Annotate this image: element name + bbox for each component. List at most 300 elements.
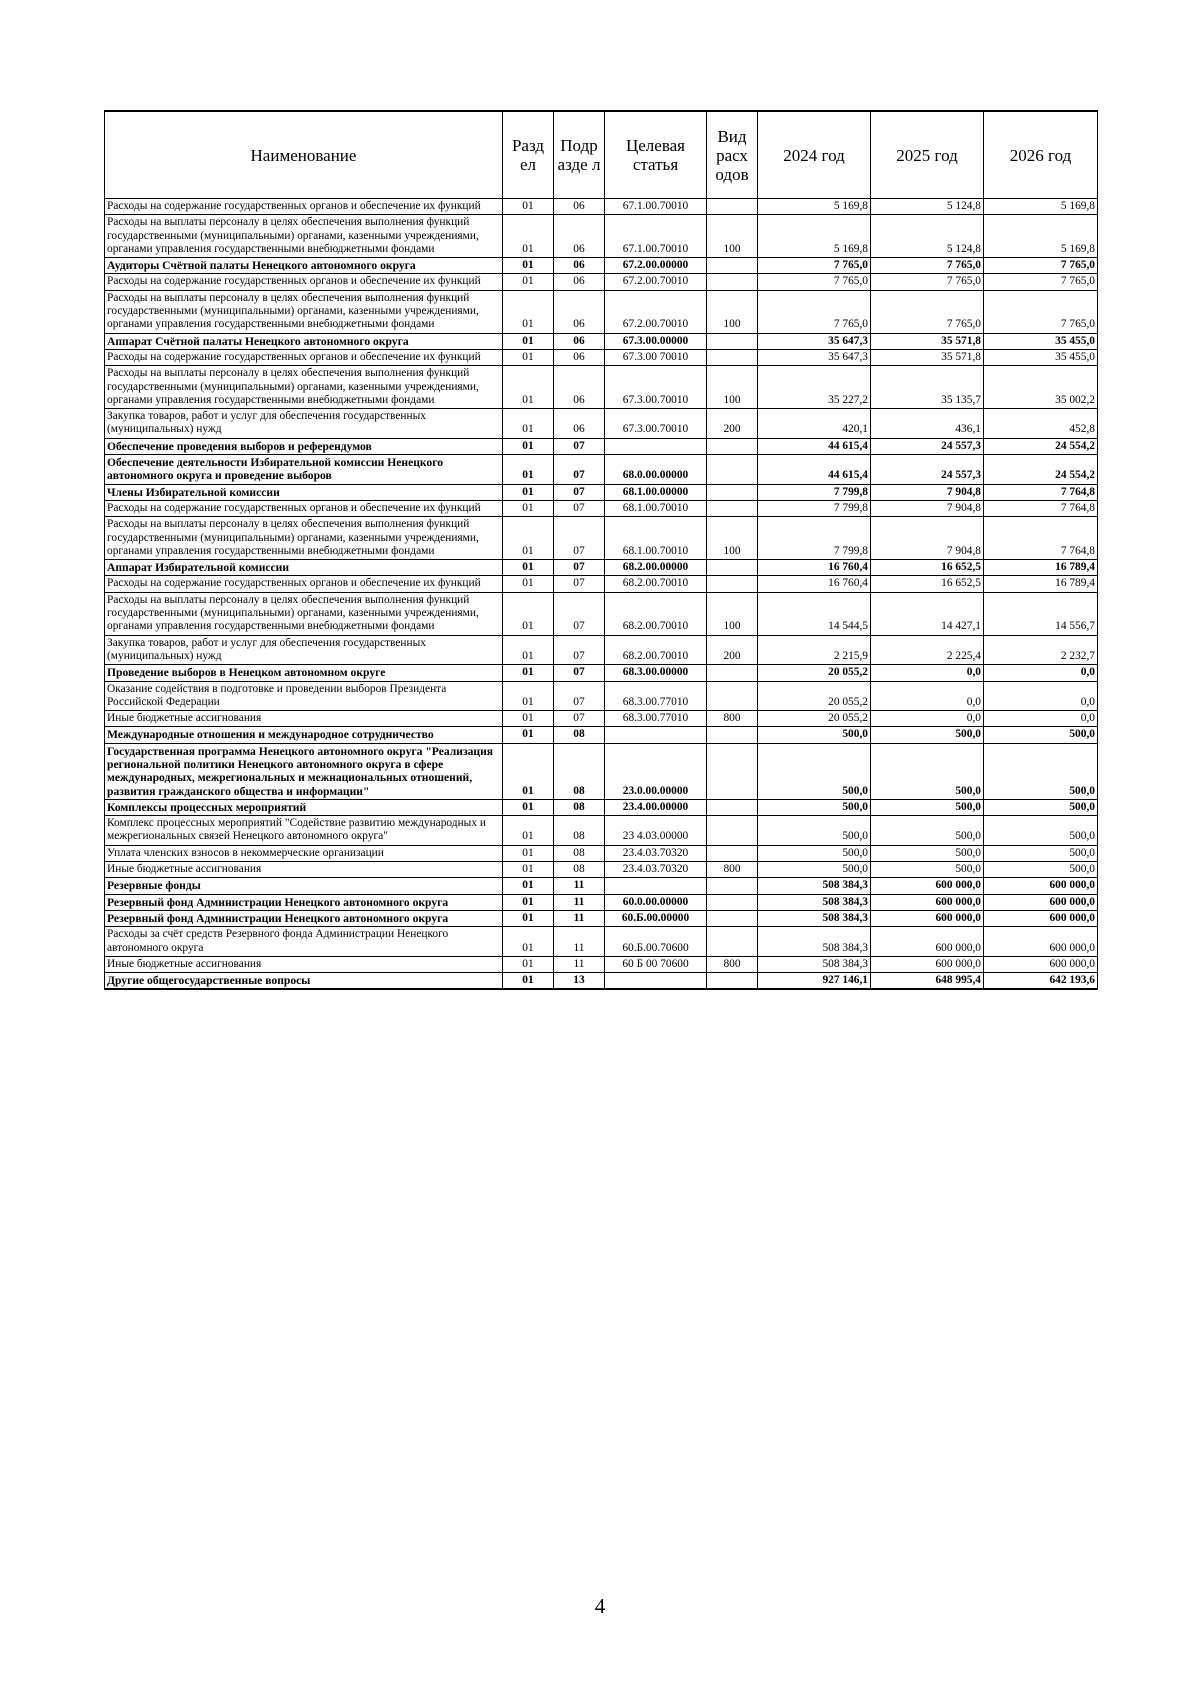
row-value-2026: 642 193,6: [984, 973, 1098, 990]
row-value-2025: 16 652,5: [871, 576, 984, 592]
row-value-2026: 600 000,0: [984, 878, 1098, 894]
row-statya: 23.0.00.00000: [605, 743, 707, 799]
row-statya: [605, 878, 707, 894]
header-2026: 2026 год: [984, 111, 1098, 199]
page-number: 4: [594, 1594, 606, 1618]
header-razdel: Разд ел: [503, 111, 554, 199]
row-statya: 67.3.00.70010: [605, 366, 707, 409]
table-row: [105, 484, 1098, 500]
table-row: [105, 560, 1098, 576]
row-value-2025: 7 904,8: [871, 517, 984, 560]
row-vid: 200: [707, 409, 758, 439]
row-name: Расходы на выплаты персоналу в целях обеспечения выполнения функций государственными (муниципальными) органами, казенными учреждениями, органами управления государственными внебюджетными фондами: [105, 366, 503, 409]
row-statya: 68.3.00.77010: [605, 681, 707, 711]
row-value-2026: 24 554,2: [984, 455, 1098, 485]
row-razdel: 01: [503, 576, 554, 592]
row-razdel: 01: [503, 894, 554, 910]
row-name: Закупка товаров, работ и услуг для обеспечения государственных (муниципальных) нужд: [105, 635, 503, 665]
row-value-2026: 16 789,4: [984, 560, 1098, 576]
row-podrazdel: 07: [554, 681, 605, 711]
table-row: [105, 576, 1098, 592]
row-podrazdel: 08: [554, 743, 605, 799]
row-vid: [707, 438, 758, 454]
row-statya: 23 4.03.00000: [605, 816, 707, 846]
row-statya: 60.Б.00.70600: [605, 927, 707, 957]
row-value-2026: 452,8: [984, 409, 1098, 439]
row-value-2024: 7 765,0: [758, 290, 871, 333]
row-razdel: 01: [503, 366, 554, 409]
row-razdel: 01: [503, 560, 554, 576]
row-vid: 100: [707, 290, 758, 333]
row-podrazdel: 06: [554, 349, 605, 365]
row-vid: 200: [707, 635, 758, 665]
row-podrazdel: 07: [554, 500, 605, 516]
row-podrazdel: 06: [554, 333, 605, 349]
table-row: [105, 743, 1098, 799]
row-name: Расходы на содержание государственных органов и обеспечение их функций: [105, 199, 503, 215]
row-statya: 60.0.00.00000: [605, 894, 707, 910]
table-row: [105, 910, 1098, 926]
row-razdel: 01: [503, 517, 554, 560]
row-razdel: 01: [503, 592, 554, 635]
header-podrazdel: Подр азде л: [554, 111, 605, 199]
row-razdel: 01: [503, 199, 554, 215]
row-value-2025: 7 765,0: [871, 290, 984, 333]
row-vid: [707, 560, 758, 576]
row-podrazdel: 11: [554, 956, 605, 972]
row-razdel: 01: [503, 215, 554, 258]
row-name: Расходы за счёт средств Резервного фонда Администрации Ненецкого автономного округа: [105, 927, 503, 957]
row-value-2025: 600 000,0: [871, 927, 984, 957]
row-value-2026: 500,0: [984, 862, 1098, 878]
row-value-2025: 500,0: [871, 799, 984, 815]
row-name: Иные бюджетные ассигнования: [105, 956, 503, 972]
table-row: [105, 258, 1098, 274]
row-podrazdel: 08: [554, 845, 605, 861]
row-razdel: 01: [503, 743, 554, 799]
row-statya: [605, 438, 707, 454]
row-value-2026: 24 554,2: [984, 438, 1098, 454]
row-statya: 68.2.00.00000: [605, 560, 707, 576]
table-row: [105, 366, 1098, 409]
row-statya: 68.3.00.77010: [605, 711, 707, 727]
row-value-2024: 44 615,4: [758, 438, 871, 454]
row-value-2024: 35 647,3: [758, 349, 871, 365]
row-vid: 800: [707, 956, 758, 972]
row-podrazdel: 07: [554, 576, 605, 592]
row-razdel: 01: [503, 862, 554, 878]
row-value-2025: 7 765,0: [871, 274, 984, 290]
row-name: Резервный фонд Администрации Ненецкого автономного округа: [105, 894, 503, 910]
row-podrazdel: 13: [554, 973, 605, 990]
row-statya: 23.4.00.00000: [605, 799, 707, 815]
row-razdel: 01: [503, 274, 554, 290]
row-value-2024: 500,0: [758, 799, 871, 815]
row-name: Иные бюджетные ассигнования: [105, 711, 503, 727]
table-row: [105, 215, 1098, 258]
row-vid: [707, 894, 758, 910]
row-podrazdel: 11: [554, 927, 605, 957]
row-statya: 68.2.00.70010: [605, 592, 707, 635]
row-name: Иные бюджетные ассигнования: [105, 862, 503, 878]
row-podrazdel: 06: [554, 366, 605, 409]
row-vid: 100: [707, 215, 758, 258]
row-razdel: 01: [503, 409, 554, 439]
row-statya: 60 Б 00 70600: [605, 956, 707, 972]
row-razdel: 01: [503, 484, 554, 500]
row-podrazdel: 11: [554, 878, 605, 894]
row-value-2024: 420,1: [758, 409, 871, 439]
row-value-2026: 5 169,8: [984, 215, 1098, 258]
row-value-2026: 35 002,2: [984, 366, 1098, 409]
row-name: Международные отношения и международное сотрудничество: [105, 727, 503, 743]
table-row: [105, 635, 1098, 665]
row-value-2025: 5 124,8: [871, 215, 984, 258]
row-name: Комплексы процессных мероприятий: [105, 799, 503, 815]
row-value-2026: 500,0: [984, 799, 1098, 815]
row-value-2025: 5 124,8: [871, 199, 984, 215]
row-vid: [707, 799, 758, 815]
row-razdel: 01: [503, 500, 554, 516]
table-row: [105, 199, 1098, 215]
row-name: Закупка товаров, работ и услуг для обеспечения государственных (муниципальных) нужд: [105, 409, 503, 439]
row-value-2026: 14 556,7: [984, 592, 1098, 635]
row-value-2025: 600 000,0: [871, 910, 984, 926]
row-statya: 67.1.00.70010: [605, 199, 707, 215]
row-podrazdel: 06: [554, 290, 605, 333]
row-value-2025: 24 557,3: [871, 455, 984, 485]
row-name: Оказание содействия в подготовке и проведении выборов Президента Российской Федерации: [105, 681, 503, 711]
row-vid: 100: [707, 517, 758, 560]
row-statya: 23.4.03.70320: [605, 845, 707, 861]
row-podrazdel: 08: [554, 862, 605, 878]
table-row: [105, 290, 1098, 333]
row-statya: 68.2.00.70010: [605, 576, 707, 592]
row-podrazdel: 07: [554, 711, 605, 727]
row-vid: [707, 727, 758, 743]
row-value-2025: 35 571,8: [871, 333, 984, 349]
header-2024: 2024 год: [758, 111, 871, 199]
table-row: [105, 681, 1098, 711]
row-statya: 68.2.00.70010: [605, 635, 707, 665]
row-name: Члены Избирательной комиссии: [105, 484, 503, 500]
row-razdel: 01: [503, 878, 554, 894]
row-value-2024: 16 760,4: [758, 560, 871, 576]
row-razdel: 01: [503, 333, 554, 349]
row-value-2024: 5 169,8: [758, 215, 871, 258]
row-value-2026: 600 000,0: [984, 894, 1098, 910]
row-value-2026: 2 232,7: [984, 635, 1098, 665]
table-row: [105, 517, 1098, 560]
row-value-2026: 500,0: [984, 816, 1098, 846]
row-statya: 67.2.00.70010: [605, 290, 707, 333]
row-name: Уплата членских взносов в некоммерческие организации: [105, 845, 503, 861]
table-row: [105, 409, 1098, 439]
row-name: Комплекс процессных мероприятий "Содействие развитию международных и межрегиональных связей Ненецкого автономного округа": [105, 816, 503, 846]
row-name: Расходы на содержание государственных органов и обеспечение их функций: [105, 576, 503, 592]
row-podrazdel: 08: [554, 816, 605, 846]
row-vid: [707, 349, 758, 365]
row-statya: 68.3.00.00000: [605, 665, 707, 681]
row-statya: 23.4.03.70320: [605, 862, 707, 878]
row-vid: [707, 258, 758, 274]
row-value-2026: 16 789,4: [984, 576, 1098, 592]
table-row: [105, 956, 1098, 972]
row-name: Расходы на выплаты персоналу в целях обеспечения выполнения функций государственными (муниципальными) органами, казенными учреждениями, органами управления государственными внебюджетными фондами: [105, 215, 503, 258]
header-statya: Целевая статья: [605, 111, 707, 199]
row-value-2026: 5 169,8: [984, 199, 1098, 215]
row-razdel: 01: [503, 455, 554, 485]
row-vid: 800: [707, 711, 758, 727]
row-name: Резервные фонды: [105, 878, 503, 894]
row-value-2025: 7 765,0: [871, 258, 984, 274]
row-value-2025: 7 904,8: [871, 500, 984, 516]
row-name: Расходы на выплаты персоналу в целях обеспечения выполнения функций государственными (муниципальными) органами, казенными учреждениями, органами управления государственными внебюджетными фондами: [105, 517, 503, 560]
row-name: Резервный фонд Администрации Ненецкого автономного округа: [105, 910, 503, 926]
table-row: [105, 973, 1098, 990]
row-value-2026: 7 764,8: [984, 500, 1098, 516]
row-value-2024: 500,0: [758, 862, 871, 878]
row-vid: [707, 576, 758, 592]
row-vid: [707, 816, 758, 846]
row-statya: 68.1.00.70010: [605, 500, 707, 516]
row-vid: [707, 199, 758, 215]
row-value-2026: 600 000,0: [984, 956, 1098, 972]
row-value-2025: 500,0: [871, 816, 984, 846]
row-podrazdel: 08: [554, 727, 605, 743]
table-row: [105, 927, 1098, 957]
header-name: Наименование: [105, 111, 503, 199]
row-value-2026: 7 764,8: [984, 517, 1098, 560]
row-statya: 67.3.00.70010: [605, 409, 707, 439]
row-value-2024: 508 384,3: [758, 894, 871, 910]
row-razdel: 01: [503, 816, 554, 846]
row-statya: 68.1.00.70010: [605, 517, 707, 560]
row-name: Обеспечение проведения выборов и референдумов: [105, 438, 503, 454]
row-statya: [605, 727, 707, 743]
row-statya: 68.0.00.00000: [605, 455, 707, 485]
row-value-2024: 35 647,3: [758, 333, 871, 349]
row-podrazdel: 07: [554, 484, 605, 500]
row-razdel: 01: [503, 681, 554, 711]
row-razdel: 01: [503, 349, 554, 365]
row-vid: [707, 878, 758, 894]
row-value-2025: 0,0: [871, 711, 984, 727]
budget-table: [104, 110, 1098, 990]
table-row: [105, 894, 1098, 910]
row-value-2024: 500,0: [758, 727, 871, 743]
row-value-2024: 508 384,3: [758, 927, 871, 957]
table-row: [105, 845, 1098, 861]
row-razdel: 01: [503, 727, 554, 743]
row-value-2026: 7 765,0: [984, 290, 1098, 333]
row-value-2024: 927 146,1: [758, 973, 871, 990]
row-podrazdel: 06: [554, 409, 605, 439]
row-podrazdel: 06: [554, 258, 605, 274]
row-value-2026: 600 000,0: [984, 927, 1098, 957]
row-podrazdel: 07: [554, 592, 605, 635]
table-body: [105, 199, 1098, 990]
row-value-2025: 16 652,5: [871, 560, 984, 576]
row-vid: [707, 665, 758, 681]
row-value-2025: 0,0: [871, 665, 984, 681]
table-row: [105, 349, 1098, 365]
row-value-2025: 500,0: [871, 727, 984, 743]
row-vid: 800: [707, 862, 758, 878]
row-value-2024: 7 799,8: [758, 500, 871, 516]
row-name: Проведение выборов в Ненецком автономном округе: [105, 665, 503, 681]
row-razdel: 01: [503, 910, 554, 926]
row-statya: 67.2.00.70010: [605, 274, 707, 290]
row-vid: [707, 484, 758, 500]
row-value-2024: 16 760,4: [758, 576, 871, 592]
row-value-2025: 35 135,7: [871, 366, 984, 409]
row-razdel: 01: [503, 665, 554, 681]
row-name: Аппарат Счётной палаты Ненецкого автономного округа: [105, 333, 503, 349]
row-value-2025: 600 000,0: [871, 894, 984, 910]
row-vid: [707, 455, 758, 485]
row-name: Расходы на выплаты персоналу в целях обеспечения выполнения функций государственными (муниципальными) органами, казенными учреждениями, органами управления государственными внебюджетными фондами: [105, 290, 503, 333]
row-value-2025: 500,0: [871, 862, 984, 878]
row-podrazdel: 08: [554, 799, 605, 815]
row-vid: [707, 927, 758, 957]
row-value-2026: 0,0: [984, 665, 1098, 681]
row-statya: 67.3.00 70010: [605, 349, 707, 365]
row-value-2024: 7 765,0: [758, 258, 871, 274]
row-name: Расходы на содержание государственных органов и обеспечение их функций: [105, 500, 503, 516]
table-row: [105, 665, 1098, 681]
row-value-2025: 600 000,0: [871, 956, 984, 972]
row-value-2024: 500,0: [758, 816, 871, 846]
row-razdel: 01: [503, 258, 554, 274]
row-vid: 100: [707, 366, 758, 409]
row-value-2026: 500,0: [984, 727, 1098, 743]
row-value-2026: 7 764,8: [984, 484, 1098, 500]
table-row: [105, 455, 1098, 485]
row-value-2025: 500,0: [871, 845, 984, 861]
row-podrazdel: 07: [554, 517, 605, 560]
row-vid: [707, 973, 758, 990]
row-value-2025: 35 571,8: [871, 349, 984, 365]
row-value-2025: 0,0: [871, 681, 984, 711]
row-vid: [707, 681, 758, 711]
row-name: Другие общегосударственные вопросы: [105, 973, 503, 990]
row-value-2025: 436,1: [871, 409, 984, 439]
table-row: [105, 711, 1098, 727]
row-value-2024: 7 799,8: [758, 484, 871, 500]
row-value-2026: 600 000,0: [984, 910, 1098, 926]
table-header-row: [105, 111, 1098, 199]
row-value-2025: 500,0: [871, 743, 984, 799]
row-vid: [707, 910, 758, 926]
row-value-2026: 0,0: [984, 681, 1098, 711]
table-row: [105, 274, 1098, 290]
table-row: [105, 333, 1098, 349]
row-vid: [707, 333, 758, 349]
row-podrazdel: 07: [554, 455, 605, 485]
row-podrazdel: 07: [554, 665, 605, 681]
table-row: [105, 816, 1098, 846]
row-value-2025: 648 995,4: [871, 973, 984, 990]
row-value-2025: 14 427,1: [871, 592, 984, 635]
row-name: Аппарат Избирательной комиссии: [105, 560, 503, 576]
row-razdel: 01: [503, 956, 554, 972]
row-value-2026: 35 455,0: [984, 333, 1098, 349]
table-row: [105, 592, 1098, 635]
row-vid: [707, 274, 758, 290]
row-statya: 68.1.00.00000: [605, 484, 707, 500]
row-name: Аудиторы Счётной палаты Ненецкого автономного округа: [105, 258, 503, 274]
row-value-2026: 7 765,0: [984, 258, 1098, 274]
row-value-2024: 20 055,2: [758, 681, 871, 711]
row-statya: 67.3.00.00000: [605, 333, 707, 349]
row-name: Расходы на содержание государственных органов и обеспечение их функций: [105, 349, 503, 365]
row-podrazdel: 07: [554, 560, 605, 576]
row-value-2025: 7 904,8: [871, 484, 984, 500]
row-value-2024: 508 384,3: [758, 910, 871, 926]
row-value-2024: 500,0: [758, 845, 871, 861]
row-value-2026: 500,0: [984, 743, 1098, 799]
row-name: Государственная программа Ненецкого автономного округа "Реализация региональной политики Ненецкого автономного округа в сфере международных, межрегиональных и межнациональных отношений, развития гражданского общества и информации": [105, 743, 503, 799]
row-value-2026: 500,0: [984, 845, 1098, 861]
row-value-2024: 44 615,4: [758, 455, 871, 485]
row-podrazdel: 07: [554, 438, 605, 454]
table-row: [105, 500, 1098, 516]
row-razdel: 01: [503, 845, 554, 861]
header-2025: 2025 год: [871, 111, 984, 199]
row-podrazdel: 11: [554, 894, 605, 910]
row-value-2024: 500,0: [758, 743, 871, 799]
row-podrazdel: 06: [554, 274, 605, 290]
row-vid: [707, 500, 758, 516]
row-podrazdel: 06: [554, 215, 605, 258]
row-razdel: 01: [503, 799, 554, 815]
row-value-2024: 508 384,3: [758, 878, 871, 894]
row-value-2024: 5 169,8: [758, 199, 871, 215]
table-row: [105, 727, 1098, 743]
row-razdel: 01: [503, 438, 554, 454]
row-value-2024: 20 055,2: [758, 665, 871, 681]
row-razdel: 01: [503, 711, 554, 727]
row-value-2025: 600 000,0: [871, 878, 984, 894]
row-value-2025: 24 557,3: [871, 438, 984, 454]
row-value-2024: 14 544,5: [758, 592, 871, 635]
row-statya: 67.1.00.70010: [605, 215, 707, 258]
row-value-2026: 35 455,0: [984, 349, 1098, 365]
row-razdel: 01: [503, 635, 554, 665]
row-value-2024: 2 215,9: [758, 635, 871, 665]
row-statya: [605, 973, 707, 990]
row-value-2024: 20 055,2: [758, 711, 871, 727]
header-vid: Вид расх одов: [707, 111, 758, 199]
row-razdel: 01: [503, 927, 554, 957]
table-row: [105, 438, 1098, 454]
row-value-2025: 2 225,4: [871, 635, 984, 665]
row-vid: [707, 845, 758, 861]
row-razdel: 01: [503, 290, 554, 333]
row-statya: 67.2.00.00000: [605, 258, 707, 274]
row-razdel: 01: [503, 973, 554, 990]
row-value-2024: 7 765,0: [758, 274, 871, 290]
row-value-2024: 508 384,3: [758, 956, 871, 972]
row-podrazdel: 11: [554, 910, 605, 926]
row-podrazdel: 07: [554, 635, 605, 665]
table-row: [105, 862, 1098, 878]
row-statya: 60.Б.00.00000: [605, 910, 707, 926]
table-row: [105, 799, 1098, 815]
row-vid: 100: [707, 592, 758, 635]
row-name: Обеспечение деятельности Избирательной комиссии Ненецкого автономного округа и проведение выборов: [105, 455, 503, 485]
